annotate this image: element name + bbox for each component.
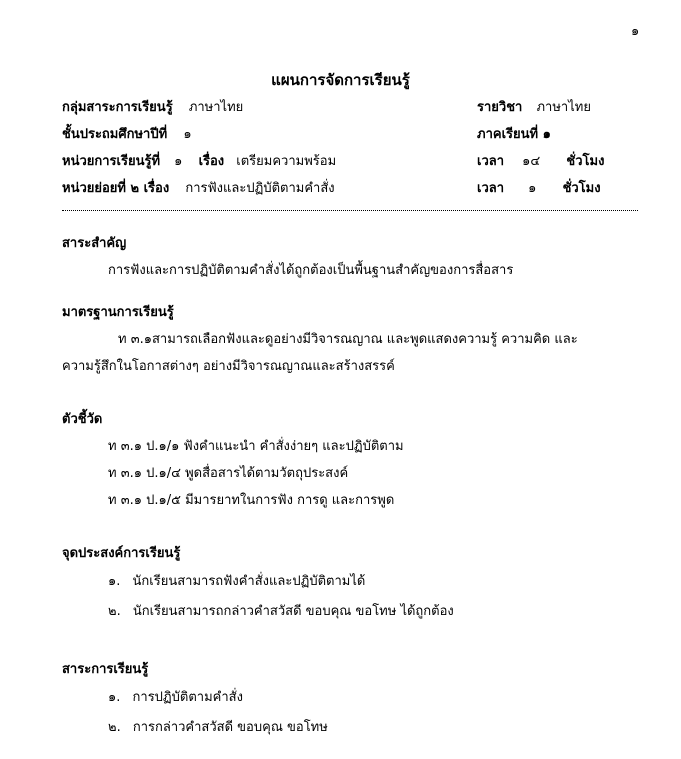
header-group-row [62, 96, 243, 117]
header-subject-row [477, 96, 591, 117]
indicator-item: ท ๓.๑ ป.๑/๑ ฟังคำแนะนำ คำสั่งง่ายๆ และปฏิบัติตาม [108, 439, 404, 454]
header-subunit-row [62, 177, 335, 198]
standard-line-2: ความรู้สึกในโอกาสต่างๆ อย่างมีวิจารณญาณและสร้างสรรค์ [62, 359, 395, 374]
unit-label: หน่วยการเรียนรู้ที่ [62, 154, 161, 169]
page-number: ๑ [631, 24, 640, 39]
page-title: แผนการจัดการเรียนรู้ [271, 71, 410, 89]
header-subunit-time-row [477, 177, 601, 198]
content-text: การปฏิบัติตามคำสั่ง [132, 690, 243, 705]
subunit-label: หน่วยย่อยที่ ๒ เรื่อง [62, 181, 170, 196]
subunit-time-label: เวลา [477, 181, 505, 196]
header-grade-row [62, 123, 192, 144]
group-value: ภาษาไทย [188, 100, 244, 115]
indicator-item: ท ๓.๑ ป.๑/๕ มีมารยาทในการฟัง การดู และการพูด [108, 493, 395, 508]
subunit-topic: การฟังและปฏิบัติตามคำสั่ง [185, 181, 335, 196]
group-label: กลุ่มสาระการเรียนรู้ [62, 100, 173, 115]
objective-number: ๑. [108, 574, 121, 589]
standard-line-1: ท ๓.๑สามารถเลือกฟังและดูอย่างมีวิจารณญาณ และพูดแสดงความรู้ ความคิด และ [118, 332, 578, 347]
unit-topic: เตรียมความพร้อม [236, 154, 337, 169]
unit-topic-label: เรื่อง [198, 154, 225, 169]
grade-value: ๑ [183, 127, 192, 142]
header-unit-time-row [477, 150, 604, 171]
content-number: ๒. [108, 720, 121, 735]
objective-item [108, 600, 454, 621]
objective-item [108, 570, 365, 591]
key-concept-heading: สาระสำคัญ [62, 236, 127, 251]
key-concept-text: การฟังและการปฏิบัติตามคำสั่งได้ถูกต้องเป็นพื้นฐานสำคัญของการสื่อสาร [108, 263, 514, 278]
content-item [108, 686, 243, 707]
grade-label: ชั้นประถมศึกษาปีที่ [62, 127, 168, 142]
subject-value: ภาษาไทย [536, 100, 591, 115]
subunit-time-unit: ชั่วโมง [562, 181, 601, 196]
content-text: การกล่าวคำสวัสดี ขอบคุณ ขอโทษ [132, 720, 328, 735]
objective-number: ๒. [108, 604, 121, 619]
objective-text: นักเรียนสามารถกล่าวคำสวัสดี ขอบคุณ ขอโทษ ได้ถูกต้อง [132, 604, 454, 619]
unit-time-label: เวลา [477, 154, 505, 169]
content-number: ๑. [108, 690, 121, 705]
subunit-time-value: ๑ [528, 181, 537, 196]
unit-number: ๑ [174, 154, 183, 169]
subject-label: รายวิชา [477, 100, 523, 115]
header-term-row [477, 123, 551, 144]
content-heading: สาระการเรียนรู้ [62, 662, 149, 677]
objectives-heading: จุดประสงค์การเรียนรู้ [62, 546, 181, 561]
dotted-divider [62, 210, 638, 211]
indicator-item: ท ๓.๑ ป.๑/๔ พูดสื่อสารได้ตามวัตถุประสงค์ [108, 466, 349, 481]
unit-time-value: ๑๔ [522, 154, 541, 169]
indicators-heading: ตัวชี้วัด [62, 412, 103, 427]
term-label: ภาคเรียนที่ ๑ [477, 127, 551, 142]
unit-time-unit: ชั่วโมง [566, 154, 605, 169]
content-item [108, 716, 328, 737]
standard-heading: มาตรฐานการเรียนรู้ [62, 305, 174, 320]
header-unit-row [62, 150, 336, 171]
objective-text: นักเรียนสามารถฟังคำสั่งและปฏิบัติตามได้ [132, 574, 366, 589]
